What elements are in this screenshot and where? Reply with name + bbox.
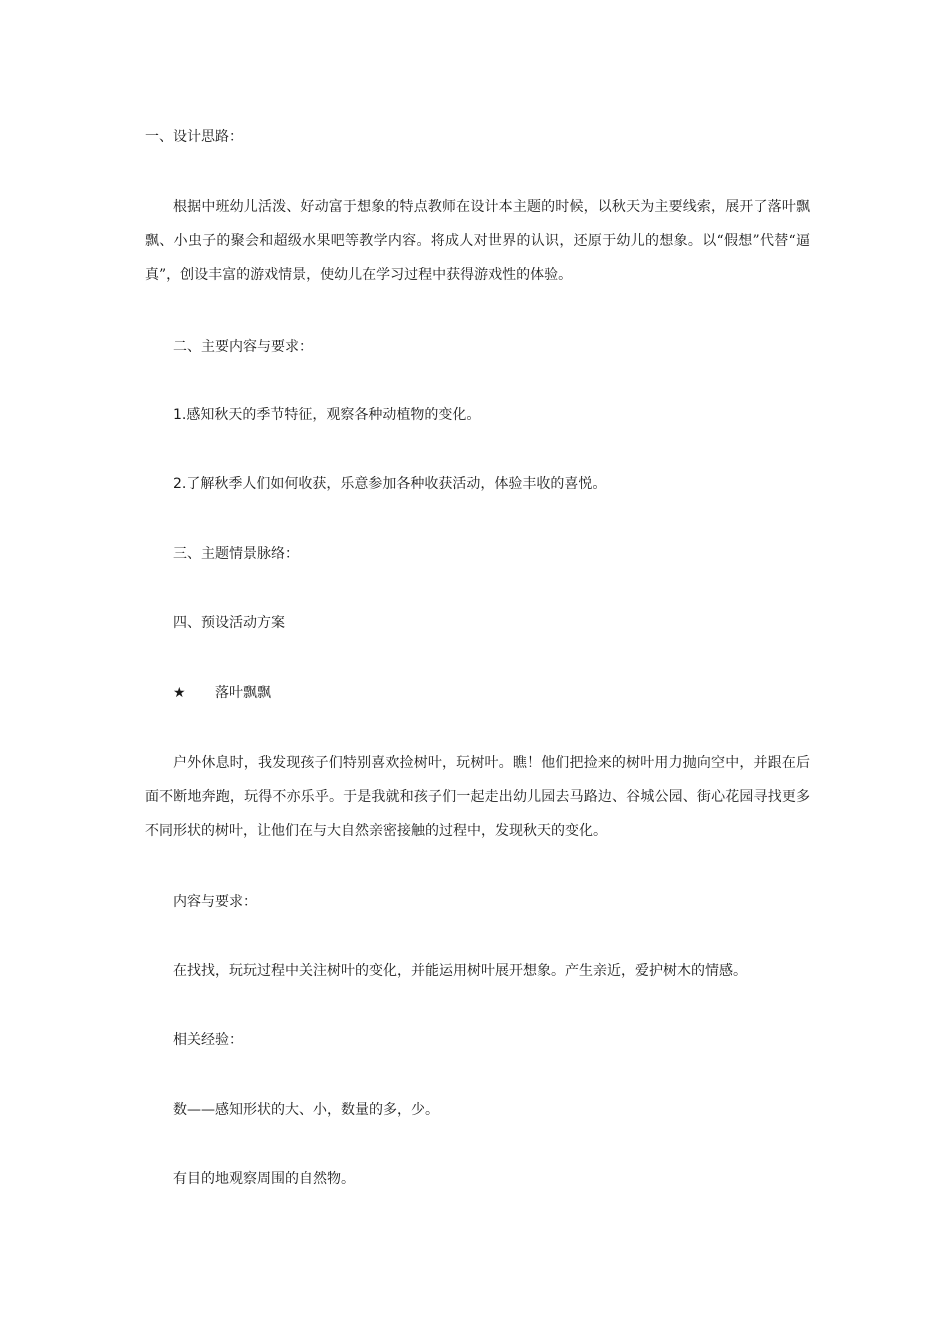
- experience-heading: 相关经验：: [173, 1032, 243, 1048]
- requirement-item-1: [173, 405, 480, 425]
- section2-heading: 二、主要内容与要求：: [173, 339, 313, 355]
- section3-heading: 三、主题情景脉络：: [173, 546, 299, 562]
- content-text: 在找找，玩玩过程中关注树叶的变化，并能运用树叶展开想象。产生亲近，爱护树木的情感。: [173, 963, 747, 979]
- section1-paragraph: 根据中班幼儿活泼、好动富于想象的特点教师在设计本主题的时候，以秋天为主要线索，展开了落叶飘飘、小虫子的聚会和超级水果吧等教学内容。将成人对世界的认识，还原于幼儿的想象。以“假想”代替“逼真”，创设丰富的游戏情景，使幼儿在学习过程中获得游戏性的体验。: [145, 199, 810, 283]
- experience-item-2: 有目的地观察周围的自然物。: [173, 1171, 355, 1187]
- requirement-item-2: [173, 474, 606, 494]
- content-heading: 内容与要求：: [173, 894, 257, 910]
- activity-paragraph: 户外休息时，我发现孩子们特别喜欢捡树叶，玩树叶。瞧！他们把捡来的树叶用力抛向空中，并跟在后面不断地奔跑，玩得不亦乐乎。于是我就和孩子们一起走出幼儿园去马路边、谷城公园、街心花园寻找更多不同形状的树叶，让他们在与大自然亲密接触的过程中，发现秋天的变化。: [145, 755, 810, 839]
- star-icon: ★: [173, 685, 186, 701]
- experience-item-1: 数——感知形状的大、小，数量的多，少。: [173, 1102, 439, 1118]
- section4-heading: 四、预设活动方案: [173, 615, 285, 631]
- requirement-1-text: .感知秋天的季节特征，观察各种动植物的变化。: [181, 407, 481, 423]
- section1-heading: 一、设计思路：: [145, 129, 243, 145]
- requirement-1-number: 1: [173, 407, 182, 423]
- requirement-2-number: 2: [173, 476, 182, 492]
- requirement-2-text: .了解秋季人们如何收获，乐意参加各种收获活动，体验丰收的喜悦。: [181, 476, 607, 492]
- activity-title: 落叶飘飘: [215, 685, 271, 701]
- activity-title-line: [173, 683, 271, 703]
